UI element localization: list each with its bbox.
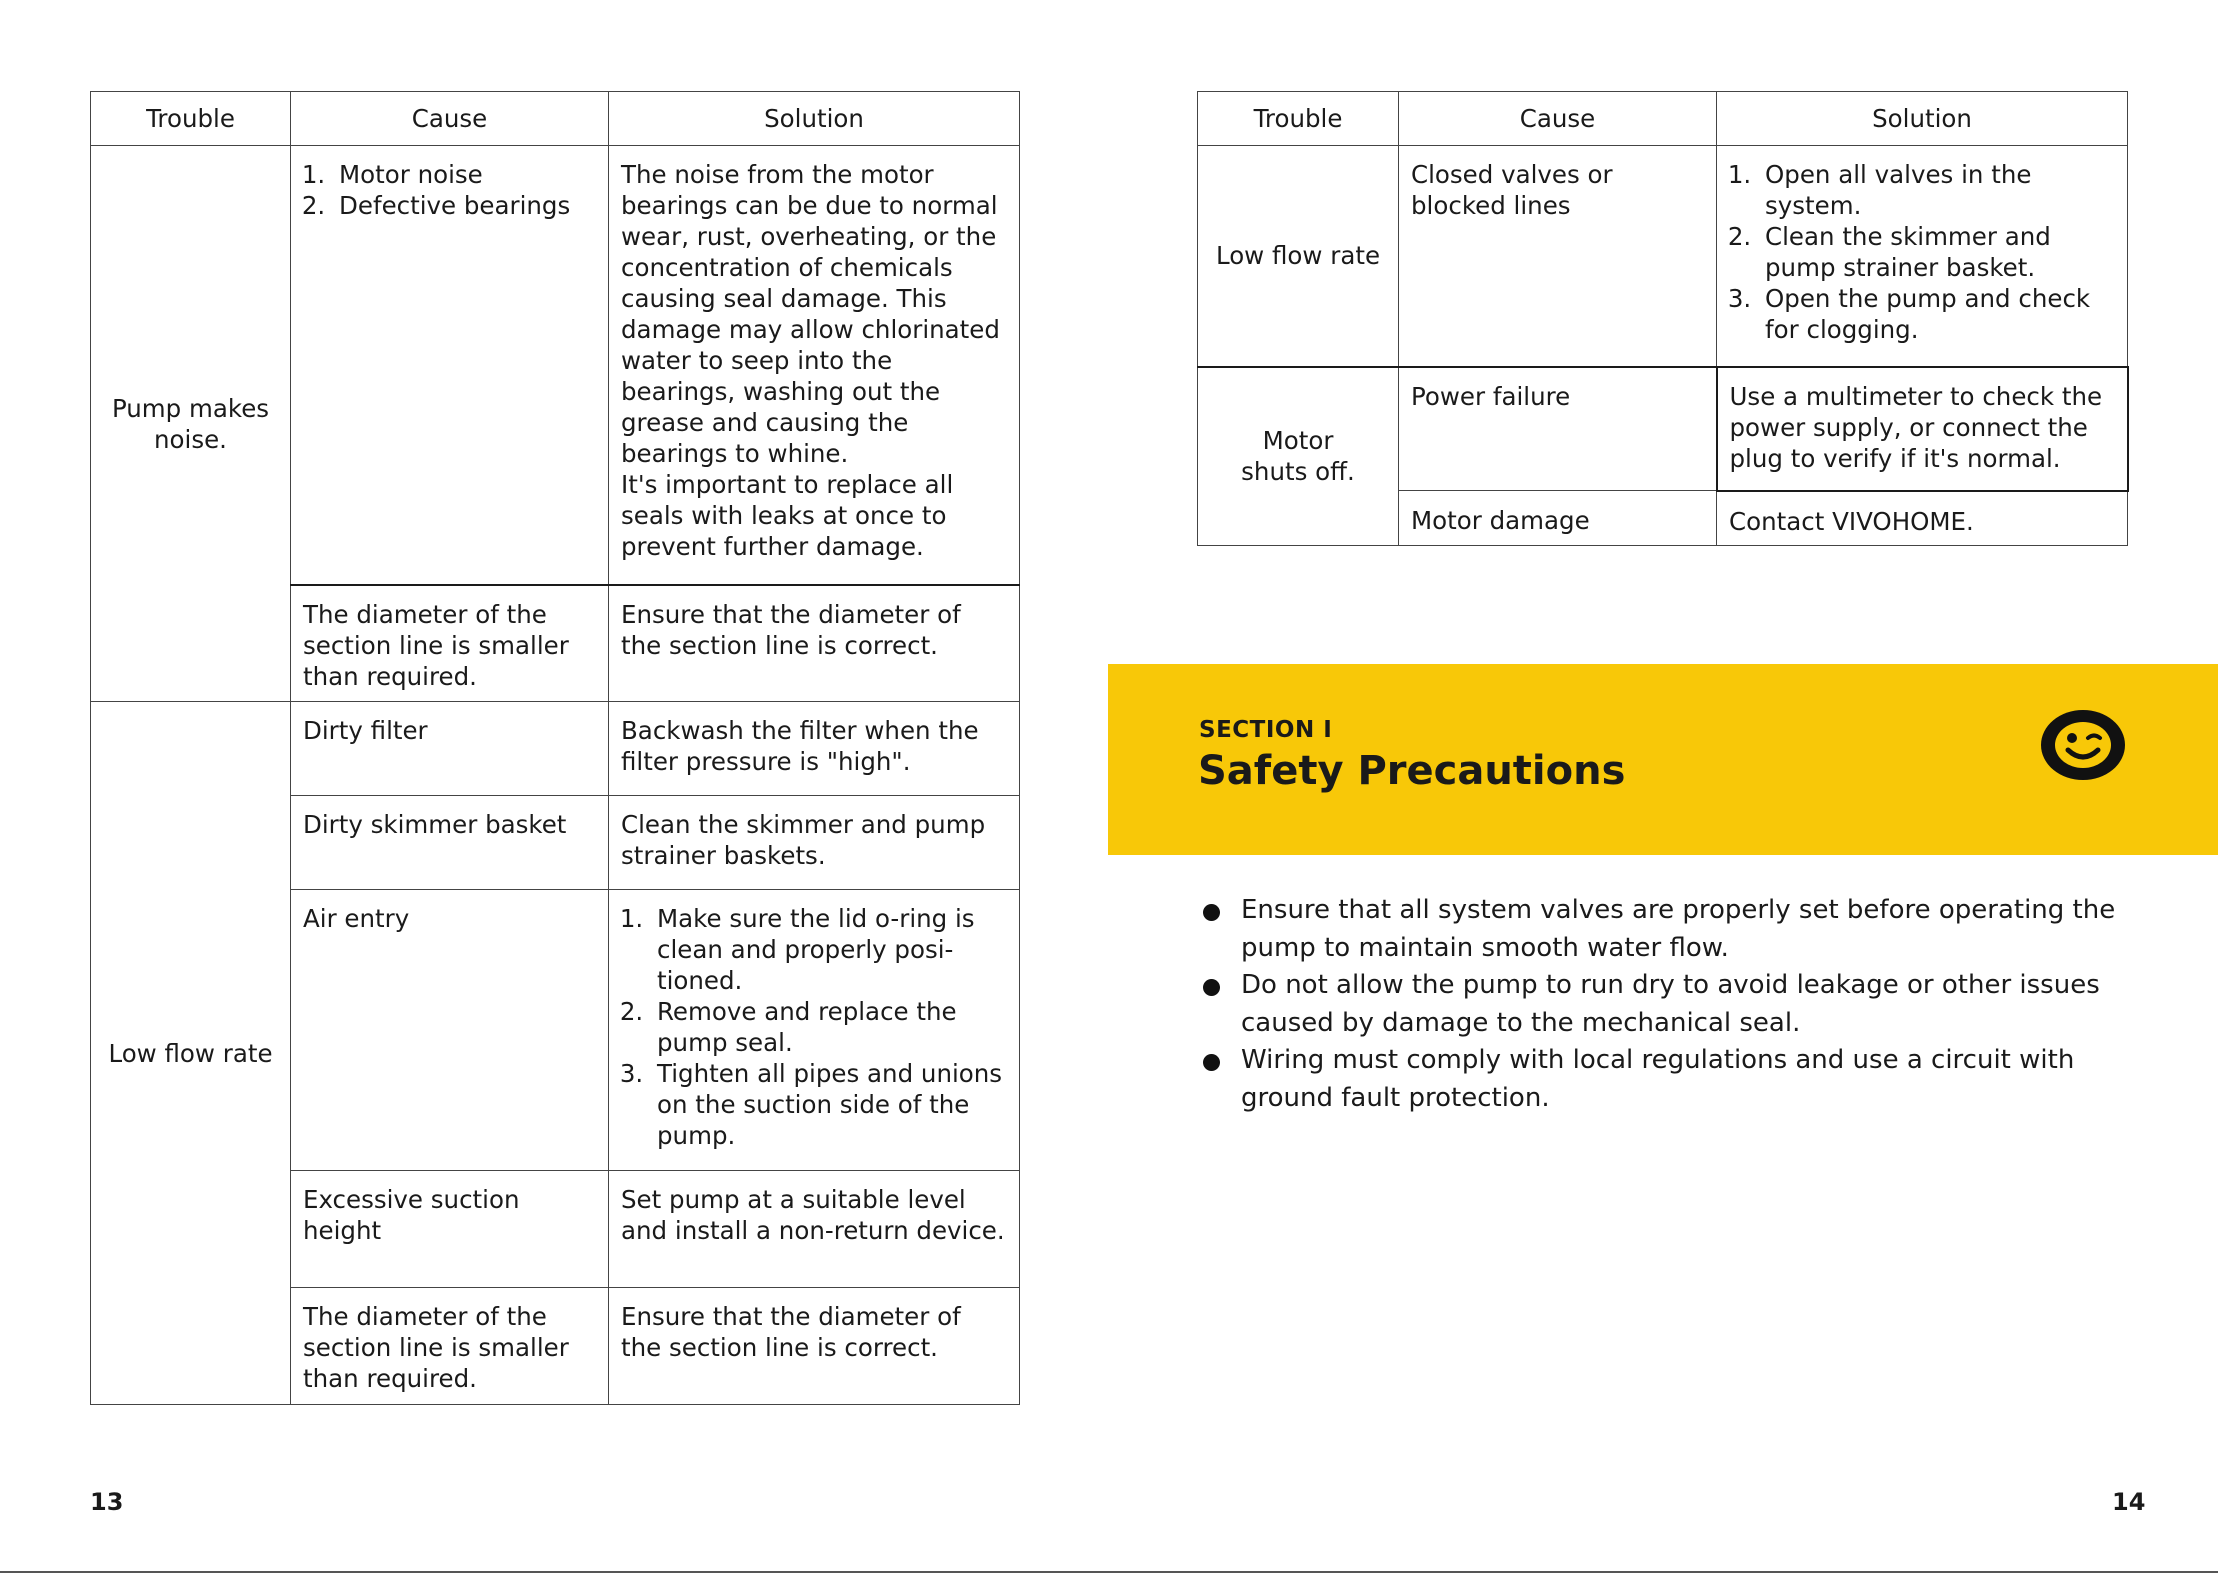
- cause-cell: Air entry: [291, 890, 609, 1171]
- solution-cell: Backwash the filter when the filter pressure is "high".: [609, 702, 1020, 796]
- trouble-pump-noise: [91, 146, 291, 702]
- troubleshooting-table-right: [1197, 91, 2129, 546]
- list-item: 1. Make sure the lid o-ring is clean and properly positioned.: [651, 903, 1007, 996]
- trouble-low-flow: Low flow rate: [1198, 146, 1399, 367]
- solution-text-extra: It's important to replace all seals with leaks at once to prevent further damage.: [621, 470, 954, 561]
- bullet-dot-icon: [1203, 979, 1220, 996]
- section-label: SECTION I: [1199, 717, 1333, 743]
- solution-cell: Use a multimeter to check the power supply, or connect the plug to verify if it's normal.: [1717, 367, 2128, 491]
- bottom-divider: [0, 1571, 2218, 1573]
- list-item: 2. Defective bearings: [333, 190, 596, 221]
- troubleshooting-table-left: [90, 91, 1020, 1405]
- list-item: 3. Open the pump and check for clogging.: [1759, 283, 2115, 345]
- cause-cell: The diameter of the section line is smaller than required.: [291, 585, 609, 702]
- solution-cell: Set pump at a suitable level and install a non-return device.: [609, 1171, 1020, 1288]
- table-row: [1198, 367, 2128, 491]
- cause-cell: Power failure: [1399, 367, 1717, 491]
- header-trouble: Trouble: [91, 92, 291, 146]
- trouble-low-flow: Low flow rate: [91, 702, 291, 1405]
- header-solution: Solution: [1717, 92, 2128, 146]
- solution-text: The noise from the motor bearings can be due to normal wear, rust, overheating, or the concentration of chemicals causing seal damage. This damage may allow chlorinated water to seep into the bearings, washing out the grease and causing the bearings to whine.: [621, 160, 1000, 468]
- solution-list: [1729, 159, 2115, 345]
- cause-cell: Motor damage: [1399, 491, 1717, 546]
- solution-cell: Ensure that the diameter of the section line is correct.: [609, 1288, 1020, 1405]
- list-item: 2. Remove and replace the pump seal.: [651, 996, 1007, 1058]
- trouble-motor-shuts-off: [1198, 367, 1399, 546]
- cause-cell: Excessive suction height: [291, 1171, 609, 1288]
- bullet-text: Wiring must comply with local regulations and use a circuit with ground fault protection.: [1241, 1045, 2075, 1113]
- table-header-row: [91, 92, 1020, 146]
- bullet-text: Ensure that all system valves are properly set before operating the pump to maintain smooth water flow.: [1241, 895, 2116, 963]
- solution-cell: Ensure that the diameter of the section line is correct.: [609, 585, 1020, 702]
- trouble-text: Pump makes noise.: [111, 393, 270, 454]
- trouble-text: Motor shuts off.: [1241, 426, 1355, 487]
- solution-cell: Contact VIVOHOME.: [1717, 491, 2128, 546]
- cause-list: [303, 159, 596, 221]
- solution-cell: [609, 146, 1020, 585]
- cause-cell: [291, 146, 609, 585]
- list-item: 3. Tighten all pipes and unions on the suction side of the pump.: [651, 1058, 1007, 1151]
- list-item: [1200, 892, 2160, 967]
- solution-cell: [1717, 146, 2128, 367]
- page-number-right: 14: [2112, 1488, 2146, 1516]
- list-item: 1. Motor noise: [333, 159, 596, 190]
- bullet-dot-icon: [1203, 904, 1220, 921]
- header-cause: Cause: [1399, 92, 1717, 146]
- solution-cell: [609, 890, 1020, 1171]
- page-number-left: 13: [90, 1488, 124, 1516]
- cause-cell: Closed valves or blocked lines: [1399, 146, 1717, 367]
- list-item: 1. Open all valves in the system.: [1759, 159, 2115, 221]
- table-header-row: [1198, 92, 2128, 146]
- cause-cell: Dirty filter: [291, 702, 609, 796]
- winking-face-icon: [2039, 707, 2127, 783]
- table-row: [1198, 146, 2128, 367]
- table-row: [91, 146, 1020, 585]
- cause-cell: Dirty skimmer basket: [291, 796, 609, 890]
- table-row: [91, 702, 1020, 796]
- safety-bullet-list: [1200, 892, 2160, 1117]
- list-item: [1200, 1042, 2160, 1117]
- section-title: Safety Precautions: [1198, 748, 1626, 794]
- solution-cell: Clean the skimmer and pump strainer baskets.: [609, 796, 1020, 890]
- solution-list: [621, 903, 1007, 1151]
- header-solution: Solution: [609, 92, 1020, 146]
- list-item: [1200, 967, 2160, 1042]
- bullet-text: Do not allow the pump to run dry to avoid leakage or other issues caused by damage to the mechanical seal.: [1241, 970, 2100, 1038]
- cause-cell: The diameter of the section line is smaller than required.: [291, 1288, 609, 1405]
- section-banner: [1108, 664, 2218, 855]
- list-item: 2. Clean the skimmer and pump strainer basket.: [1759, 221, 2115, 283]
- bullet-dot-icon: [1203, 1054, 1220, 1071]
- header-cause: Cause: [291, 92, 609, 146]
- header-trouble: Trouble: [1198, 92, 1399, 146]
